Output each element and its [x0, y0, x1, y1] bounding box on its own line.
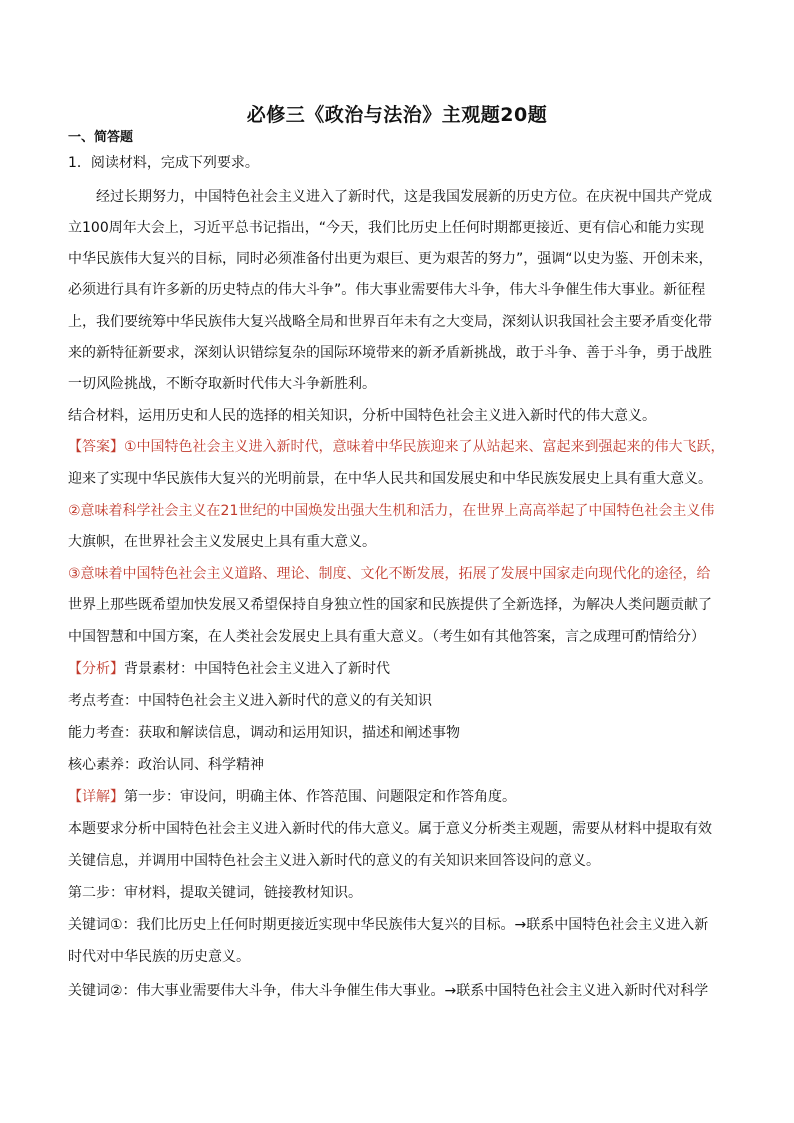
point-line: 能力考查：获取和解读信息，调动和运用知识，描述和阐述事物 — [68, 725, 460, 741]
answer-line: 大旗帜，在世界社会主义发展史上具有重大意义。 — [68, 534, 376, 550]
material-line: 立100周年大会上，习近平总书记指出，“今天，我们比历史上任何时期都更接近、更有信心和能力实现 — [68, 220, 704, 236]
detail-line: 第二步：审材料，提取关键词，链接教材知识。 — [68, 885, 362, 901]
material-line: 经过长期努力，中国特色社会主义进入了新时代，这是我国发展新的历史方位。在庆祝中国共产党成 — [96, 189, 712, 205]
material-line: 中华民族伟大复兴的目标，同时必须准备付出更为艰巨、更为艰苦的努力”，强调“以史为鉴、开创未来， — [68, 251, 713, 267]
analysis-text: 背景素材：中国特色社会主义进入了新时代 — [124, 661, 390, 677]
point-line: 核心素养：政治认同、科学精神 — [68, 757, 264, 773]
detail-line — [68, 787, 728, 807]
answer-line: 世界上那些既希望加快发展又希望保持自身独立性的国家和民族提供了全新选择，为解决人类问题贡献了 — [68, 597, 712, 613]
material-line: 上，我们要统筹中华民族伟大复兴战略全局和世界百年未有之大变局，深刻认识我国社会主要矛盾变化带 — [68, 314, 712, 330]
answer-label: 【答案】 — [68, 439, 124, 455]
material-line: 必须进行具有许多新的历史特点的伟大斗争”。伟大事业需要伟大斗争，伟大斗争催生伟大事业。新征程 — [68, 282, 706, 298]
detail-line: 关键信息，并调用中国特色社会主义进入新时代的意义的有关知识来回答设问的意义。 — [68, 853, 600, 869]
material-line: 来的新特征新要求，深刻认识错综复杂的国际环境带来的新矛盾新挑战，敢于斗争、善于斗争，勇于战胜 — [68, 345, 712, 361]
point-line: 考点考查：中国特色社会主义进入新时代的意义的有关知识 — [68, 693, 432, 709]
answer-line: ②意味着科学社会主义在21世纪的中国焕发出强大生机和活力，在世界上高高举起了中国特色社会主义伟 — [68, 503, 715, 519]
material-line: 一切风险挑战，不断夺取新时代伟大斗争新胜利。 — [68, 376, 376, 392]
detail-line: 关键词①：我们比历史上任何时期更接近实现中华民族伟大复兴的目标。→联系中国特色社会主义进入新 — [68, 917, 709, 933]
question-intro: 1．阅读材料，完成下列要求。 — [68, 155, 259, 171]
answer-line: 中国智慧和中国方案，在人类社会发展史上具有重大意义。（考生如有其他答案，言之成理可酌情给分） — [68, 629, 705, 645]
detail-text: 第一步：审设问，明确主体、作答范围、问题限定和作答角度。 — [124, 789, 516, 805]
detail-line: 本题要求分析中国特色社会主义进入新时代的伟大意义。属于意义分析类主观题，需要从材料中提取有效 — [68, 821, 712, 837]
answer-line: 迎来了实现中华民族伟大复兴的光明前景，在中华人民共和国发展史和中华民族发展史上具有重大意义。 — [68, 471, 712, 487]
answer-first-line — [68, 437, 728, 457]
detail-line: 时代对中华民族的历史意义。 — [68, 949, 250, 965]
detail-label: 【详解】 — [68, 789, 124, 805]
answer-line: ①中国特色社会主义进入新时代，意味着中华民族迎来了从站起来、富起来到强起来的伟大飞跃， — [124, 439, 725, 455]
answer-line: ③意味着中国特色社会主义道路、理论、制度、文化不断发展，拓展了发展中国家走向现代化的途径，给 — [68, 566, 711, 582]
analysis-line — [68, 659, 728, 679]
page-title: 必修三《政治与法治》主观题20题 — [246, 104, 548, 126]
question-text: 结合材料，运用历史和人民的选择的相关知识，分析中国特色社会主义进入新时代的伟大意义。 — [68, 408, 656, 424]
analysis-label: 【分析】 — [68, 661, 124, 677]
detail-line: 关键词②：伟大事业需要伟大斗争，伟大斗争催生伟大事业。→联系中国特色社会主义进入新时代对科学 — [68, 983, 709, 999]
section-heading: 一、简答题 — [68, 130, 134, 145]
